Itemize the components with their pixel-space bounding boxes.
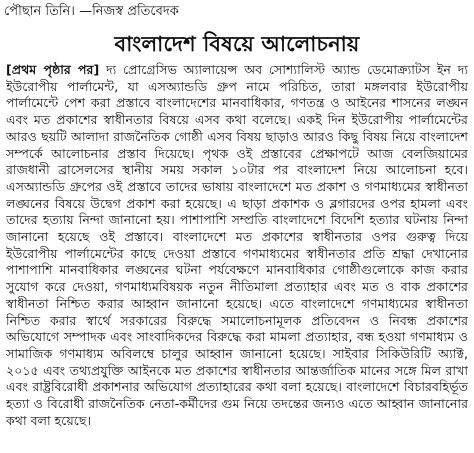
page-continuation-label: [প্রথম পৃষ্ঠার পর] [6,62,100,77]
article-body-text: দ্য প্রোগ্রেসিভ অ্যালায়েন্স অব সোশ্যালিস্ট অ্যান্ড ডেমোক্র্যাটস ইন দ্য ইউরোপীয় পার্লামেন্ট, যা এসঅ্যান্ডডি গ্রুপ নামে পরিচিত, তারা মঙ্গলবার ইউরোপীয় পার্লামেন্টে পেশ করা প্রস্তাবে বাংলাদেশের মানবাধিকার, গণতন্ত্র ও আইনের শাসনের লঙ্ঘন এবং মত প্রকাশের স্বাধীনতার বিষয়ে এসব কথা বলেছে। একই দিন ইউরোপীয় পার্লামেন্টের আরও ছয়টি আলাদা রাজনৈতিক গোষ্ঠী এসব বিষয় ছাড়াও আরও কিছু বিষয় নিয়ে বাংলাদেশ সম্পর্কে আলোচনার প্রস্তাব দিয়েছে। পৃথক ওই প্রস্তাবের প্রেক্ষাপটে আজ বেলজিয়ামের রাজধানী ব্রাসেলসের স্থানীয় সময় সকাল ১০টার পর বাংলাদেশ নিয়ে আলোচনা হবে। এসঅ্যান্ডডি গ্রুপের ওই প্রস্তাবে তাদের ভাষায় বাংলাদেশে মত প্রকাশ ও গণমাধ্যমের স্বাধীনতা লঙ্ঘনের বিষয়ে উদ্বেগ প্রকাশ করা হয়েছে। এ ছাড়া প্রকাশক ও ব্লগারদের ওপর হামলা এবং তাদের হত্যায় নিন্দা জানানো হয়। পাশাপাশি সম্প্রতি বাংলাদেশে বিদেশি হত্যার ঘটনায় নিন্দা জানানো হয়েছে ওই প্রস্তাবে। বাংলাদেশে মত প্রকাশের স্বাধীনতার ওপর গুরুত্ব দিয়ে ইউরোপীয় পার্লামেন্টের কাছে দেওয়া প্রস্তাবে গণমাধ্যমের স্বাধীনতার প্রতি শ্রদ্ধা দেখানোর পাশাপাশি মানবাধিকার লঙ্ঘনের ঘটনা পর্যবেক্ষণে মানবাধিকার গোষ্ঠীগুলোকে কাজ করার সুযোগ করে দেওয়া, গণমাধ্যমবিষয়ক নতুন নীতিমালা প্রত্যাহার এবং মত ও বাক প্রকাশের স্বাধীনতা নিশ্চিত করার আহ্বান জানানো হয়েছে। এতে বাংলাদেশে গণমাধ্যমের স্বাধীনতা নিশ্চিত করার স্বার্থে সরকারের বিরুদ্ধে সমালোচনামূলক প্রতিবেদন ও নিবন্ধ প্রকাশের অভিযোগে সম্পাদক এবং সাংবাদিকদের বিরুদ্ধে করা মামলা প্রত্যাহার, বন্ধ হওয়া গণমাধ্যম ও সামাজিক গণমাধ্যম অবিলম্বে চালুর আহ্বান জানানো হয়েছে। সাইবার সিকিউরিটি অ্যাক্ট, ২০১৫ এবং তথ্যপ্রযুক্তি আইনকে মত প্রকাশের স্বাধীনতার আন্তর্জাতিক মানের সঙ্গে মিল রাখা এবং রাষ্ট্রবিরোধী প্রকাশনার অভিযোগ প্রত্যাহারের কথা বলা হয়েছে। বাংলাদেশে বিচারবহির্ভূত হত্যা ও বিরোধী রাজনৈতিক নেতা-কর্মীদের গুম নিয়ে তদন্তের জন্যও এতে আহ্বান জানানোর কথা বলা হয়েছে। [6,62,468,428]
previous-article-ending: পৌছান তিনি। —নিজস্ব প্রতিবেদক [4,4,179,19]
article-body [6,62,468,450]
article-headline: বাংলাদেশ বিষয়ে আলোচনায় [114,32,360,56]
